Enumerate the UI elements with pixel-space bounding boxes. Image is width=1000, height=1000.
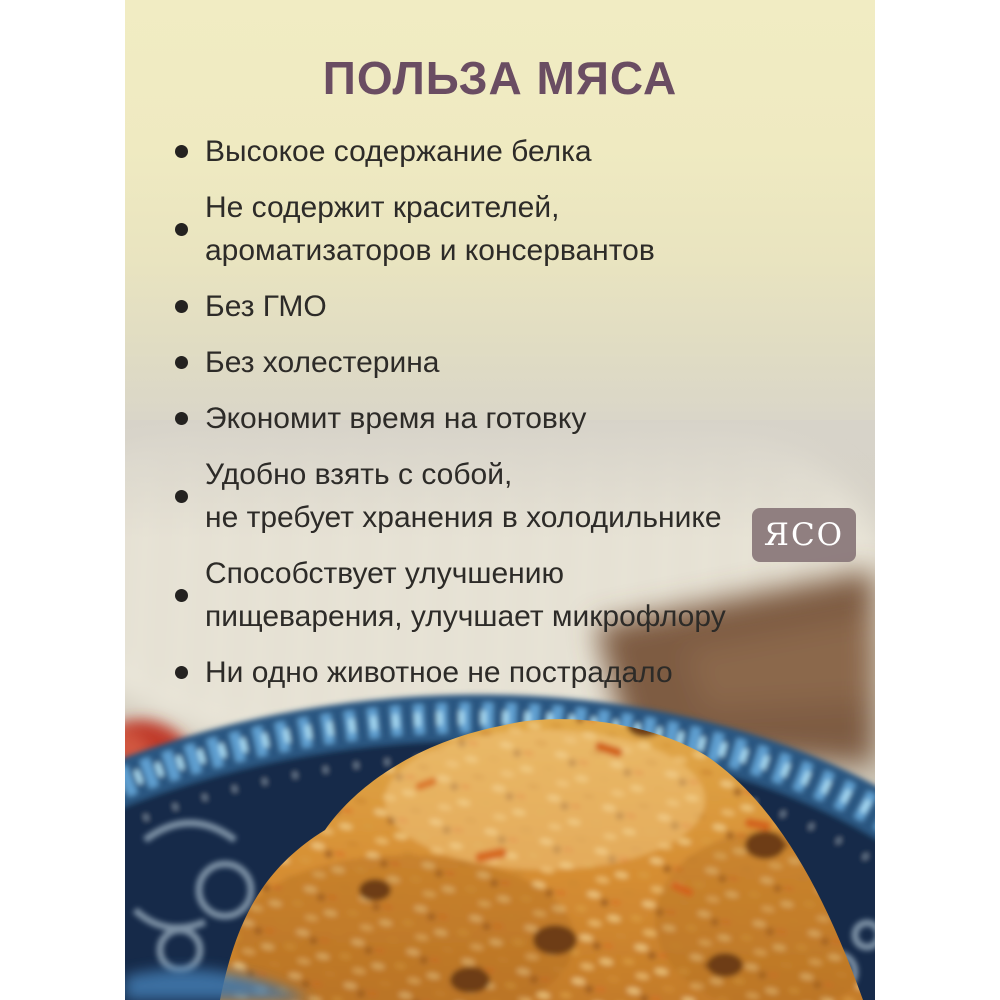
bullet-dot (175, 356, 188, 369)
bullet-dot (175, 412, 188, 425)
brand-logo (752, 508, 856, 562)
benefit-line: Без холестерина (205, 346, 440, 379)
text-layer (125, 0, 875, 1000)
benefit-item (125, 651, 875, 694)
bullet-dot (175, 145, 188, 158)
benefit-item (125, 341, 875, 384)
brand-logo-text: ЯСО (763, 517, 845, 553)
benefit-item (125, 552, 875, 638)
benefit-line: Экономит время на готовку (205, 402, 587, 435)
benefit-line: Удобно взять с собой, (205, 458, 513, 491)
bullet-dot (175, 666, 188, 679)
bullet-dot (175, 490, 188, 503)
benefit-line: Высокое содержание белка (205, 135, 592, 168)
bullet-dot (175, 589, 188, 602)
benefit-line: Без ГМО (205, 290, 327, 323)
benefit-line: Ни одно животное не пострадало (205, 656, 673, 689)
benefits-list (125, 130, 875, 694)
page-title: ПОЛЬЗА МЯСА (322, 52, 678, 104)
benefit-item (125, 285, 875, 328)
benefit-line: пищеварения, улучшает микрофлору (205, 600, 726, 633)
benefit-line: Способствует улучшению (205, 557, 564, 590)
benefit-item (125, 186, 875, 272)
benefit-item (125, 397, 875, 440)
bullet-dot (175, 223, 188, 236)
benefit-line: ароматизаторов и консервантов (205, 234, 655, 267)
benefit-item (125, 130, 875, 173)
bullet-dot (175, 300, 188, 313)
benefit-line: Не содержит красителей, (205, 191, 560, 224)
benefit-line: не требует хранения в холодильнике (205, 501, 722, 534)
content-area (125, 0, 875, 1000)
